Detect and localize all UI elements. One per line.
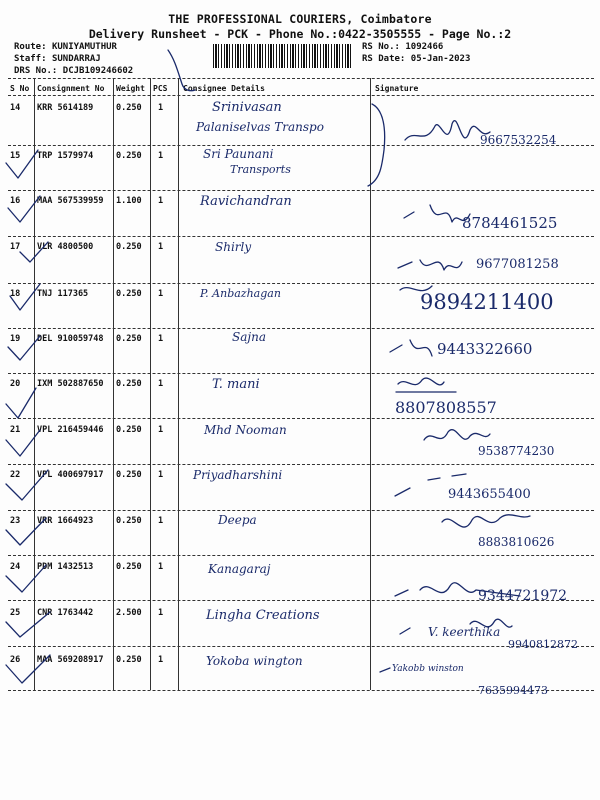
consignee-cell-line2: Palaniselvas Transpo (196, 120, 324, 134)
weight-cell: 0.250 (116, 103, 142, 113)
weight-cell: 0.250 (116, 425, 142, 435)
check-mark-icon (6, 655, 50, 683)
weight-cell: 1.100 (116, 196, 142, 206)
consignment-cell: VPL 400697917 (37, 470, 104, 480)
consignment-cell: IXM 502887650 (37, 379, 104, 389)
weight-cell: 0.250 (116, 334, 142, 344)
signature-phone: 9344721972 (478, 588, 568, 604)
col-header-weight: Weight (116, 84, 145, 93)
signature-scribble (390, 340, 432, 356)
pcs-cell: 1 (158, 242, 164, 252)
pcs-cell: 1 (158, 289, 164, 299)
consignee-cell: Deepa (218, 513, 257, 527)
weight-cell: 0.250 (116, 655, 142, 665)
pcs-cell: 1 (158, 470, 164, 480)
weight-cell: 0.250 (116, 470, 142, 480)
pen-stroke (168, 50, 195, 91)
signature-phone: 7635994473 (478, 684, 548, 697)
consignment-cell: MAA 567539959 (37, 196, 104, 206)
signature-scribble (398, 260, 462, 270)
sno-cell: 15 (10, 151, 21, 161)
signature-scribble (405, 121, 490, 140)
signature-scribble (380, 668, 390, 672)
signature-phone: 9940812872 (508, 638, 578, 651)
signature-phone: 9443655400 (448, 487, 531, 502)
weight-cell: 2.500 (116, 608, 142, 618)
consignee-cell: Mhd Nooman (204, 423, 287, 437)
signature-phone: 8807808557 (395, 398, 497, 417)
signature-phone: 9443322660 (437, 340, 533, 358)
sno-cell: 16 (10, 196, 21, 206)
sno-cell: 22 (10, 470, 21, 480)
weight-cell: 0.250 (116, 379, 142, 389)
weight-cell: 0.250 (116, 242, 142, 252)
consignee-cell: Lingha Creations (206, 608, 320, 623)
check-mark-icon (6, 518, 46, 545)
drs-label: DRS No.: (14, 66, 58, 76)
check-mark-icon (6, 430, 40, 456)
col-header-signature: Signature (375, 84, 419, 93)
signature-phone: 8784461525 (462, 214, 558, 232)
check-mark-icon (20, 242, 48, 262)
pcs-cell: 1 (158, 516, 164, 526)
signature-scribble (395, 583, 520, 596)
consignment-cell: TNJ 117365 (37, 289, 89, 299)
col-header-consignment: Consignment No (37, 84, 105, 93)
signature-scribble (400, 619, 512, 634)
pcs-cell: 1 (158, 655, 164, 665)
consignee-cell: Ravichandran (200, 194, 292, 209)
signature-name: Yakobb winston (392, 664, 464, 674)
pcs-cell: 1 (158, 151, 164, 161)
check-mark-icon (6, 565, 46, 592)
rs-no-label: RS No.: (362, 42, 400, 52)
signature-scribble (404, 205, 470, 222)
pcs-cell: 1 (158, 196, 164, 206)
check-mark-icon (6, 388, 36, 418)
sno-cell: 14 (10, 103, 21, 113)
consignment-cell: PDM 1432513 (37, 562, 94, 572)
consignment-cell: CNR 1763442 (37, 608, 94, 618)
pcs-cell: 1 (158, 425, 164, 435)
pen-stroke (368, 104, 385, 186)
consignee-cell: Shirly (215, 240, 252, 254)
sno-cell: 20 (10, 379, 21, 389)
signature-phone: 8883810626 (478, 535, 555, 549)
consignee-cell-line2: Transports (230, 163, 291, 176)
signature-phone: 9677081258 (476, 257, 559, 272)
rs-date-label: RS Date: (362, 54, 406, 64)
check-mark-icon (6, 612, 50, 637)
consignment-cell: VRR 1664923 (37, 516, 94, 526)
signature-scribble (424, 430, 490, 440)
route-label: Route: (14, 42, 47, 52)
weight-cell: 0.250 (116, 151, 142, 161)
staff-label: Staff: (14, 54, 47, 64)
col-header-pcs: PCS (153, 84, 168, 93)
document-subtitle: Delivery Runsheet - PCK - Phone No.:0422-3505555 - Page No.:2 (88, 27, 512, 41)
check-mark-icon (10, 284, 40, 310)
pcs-cell: 1 (158, 334, 164, 344)
pcs-cell: 1 (158, 562, 164, 572)
signature-phone: 9538774230 (478, 444, 555, 458)
signature-name: V. keerthika (428, 625, 501, 639)
consignee-cell: Yokoba wington (206, 654, 303, 668)
sno-cell: 24 (10, 562, 21, 572)
consignment-cell: VPL 216459446 (37, 425, 104, 435)
sno-cell: 21 (10, 425, 21, 435)
rs-no-value: 1092466 (405, 42, 444, 52)
weight-cell: 0.250 (116, 289, 142, 299)
consignment-cell: VLR 4800500 (37, 242, 94, 252)
document-title: THE PROFESSIONAL COURIERS, Coimbatore (168, 12, 432, 26)
pcs-cell: 1 (158, 608, 164, 618)
consignment-cell: TRP 1579974 (37, 151, 94, 161)
check-mark-icon (8, 196, 40, 222)
consignee-cell: Priyadharshini (193, 468, 283, 482)
consignment-cell: KRR 5614189 (37, 103, 94, 113)
signature-scribble (442, 515, 530, 527)
sno-cell: 23 (10, 516, 21, 526)
sno-cell: 17 (10, 242, 21, 252)
signature-scribble (395, 474, 466, 496)
pcs-cell: 1 (158, 379, 164, 389)
sno-cell: 19 (10, 334, 21, 344)
consignment-cell: MAA 569208917 (37, 655, 104, 665)
consignee-cell: T. mani (212, 377, 260, 392)
route-value: KUNIYAMUTHUR (51, 42, 117, 52)
consignee-cell: Sri Paunani (203, 147, 274, 161)
rs-date-value: 05-Jan-2023 (410, 54, 471, 64)
signature-scribble (400, 286, 432, 291)
col-header-consignee: Consignee Details (183, 84, 265, 93)
sno-cell: 18 (10, 289, 21, 299)
signature-scribble (396, 378, 456, 392)
staff-value: SUNDARRAJ (51, 54, 101, 64)
col-header-sno: S No (10, 84, 30, 93)
drs-value: DCJB109246602 (62, 66, 134, 76)
check-mark-icon (6, 150, 38, 178)
consignee-cell: Sajna (232, 330, 266, 344)
consignee-cell: Kanagaraj (208, 562, 271, 576)
consignment-cell: DEL 910059748 (37, 334, 104, 344)
sno-cell: 26 (10, 655, 21, 665)
check-mark-icon (8, 336, 40, 360)
weight-cell: 0.250 (116, 562, 142, 572)
sno-cell: 25 (10, 608, 21, 618)
weight-cell: 0.250 (116, 516, 142, 526)
check-mark-icon (6, 470, 48, 500)
signature-phone: 9667532254 (480, 133, 557, 147)
consignee-cell: P. Anbazhagan (200, 287, 281, 300)
signature-phone: 9894211400 (420, 290, 554, 314)
pcs-cell: 1 (158, 103, 164, 113)
consignee-cell: Srinivasan (212, 100, 282, 115)
